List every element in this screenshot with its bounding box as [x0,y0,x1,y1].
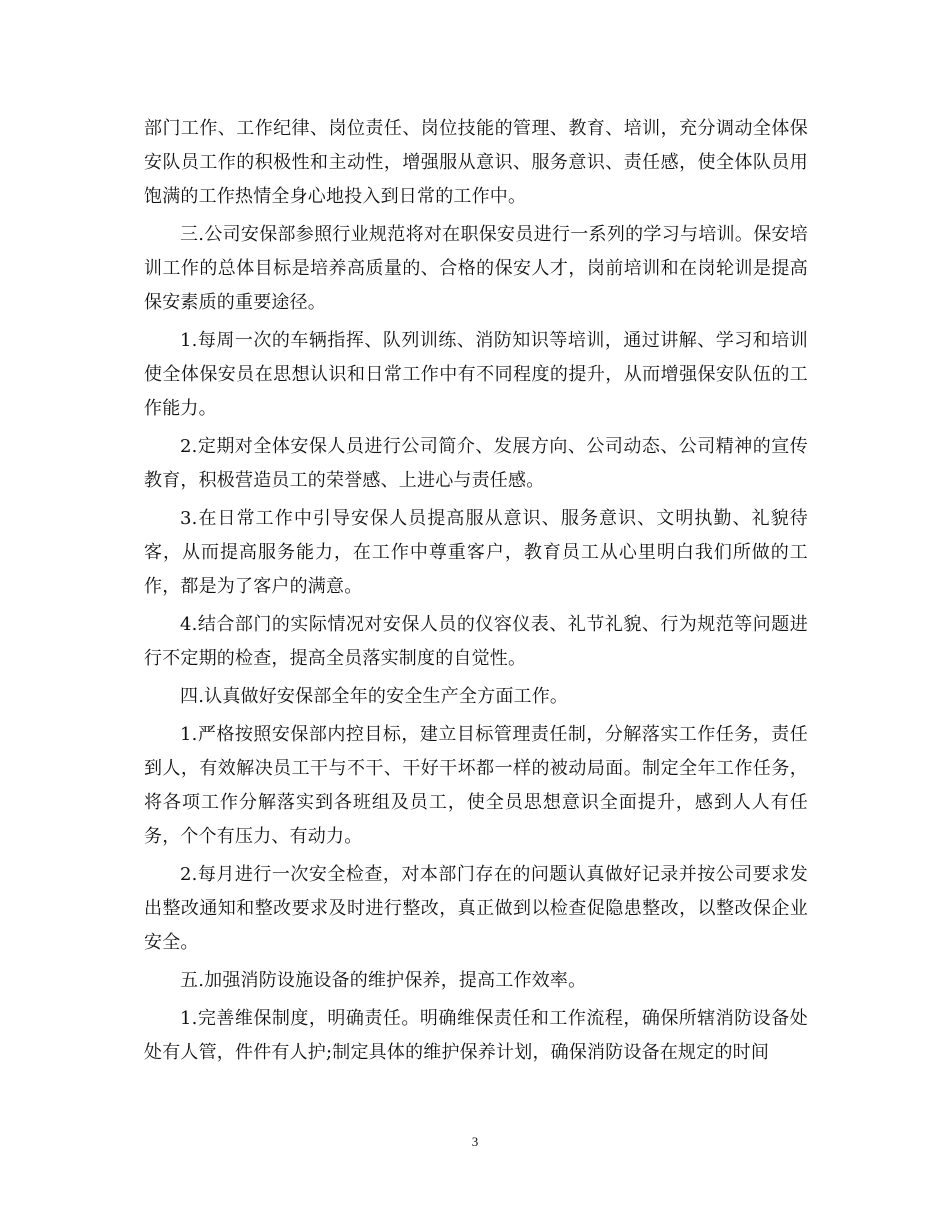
paragraph-section-four-item-1: 1.严格按照安保部内控目标，建立目标管理责任制，分解落实工作任务，责任到人，有效解决员工干与不干、干好干坏都一样的被动局面。制定全年工作任务，将各项工作分解落实到各班组及员工，使全员思想意识全面提升，感到人人有任务，个个有压力、有动力。 [144,724,808,847]
paragraph-section-four-item-2: 2.每月进行一次安全检查，对本部门存在的问题认真做好记录并按公司要求发出整改通知和整改要求及时进行整改，真正做到以检查促隐患整改，以整改保企业安全。 [144,864,808,953]
paragraph-item-2: 2.定期对全体安保人员进行公司简介、发展方向、公司动态、公司精神的宣传教育，积极营造员工的荣誉感、上进心与责任感。 [144,436,808,491]
document-body [144,112,808,1074]
paragraph-section-five: 五.加强消防设施设备的维护保养，提高工作效率。 [180,970,587,991]
paragraph-continuation: 部门工作、工作纪律、岗位责任、岗位技能的管理、教育、培训，充分调动全体保安队员工作的积极性和主动性，增强服从意识、服务意识、责任感，使全体队员用饱满的工作热情全身心地投入到日常的工作中。 [144,118,808,207]
paragraph-item-3: 3.在日常工作中引导安保人员提高服从意识、服务意识、文明执勤、礼貌待客，从而提高服务能力，在工作中尊重客户，教育员工从心里明白我们所做的工作，都是为了客户的满意。 [144,508,808,597]
page-number: 3 [471,1134,479,1149]
paragraph-section-four: 四.认真做好安保部全年的安全生产全方面工作。 [180,686,569,707]
paragraph-section-five-item-1: 1.完善维保制度，明确责任。明确维保责任和工作流程，确保所辖消防设备处处有人管，件件有人护;制定具体的维护保养计划，确保消防设备在规定的时间 [144,1008,808,1063]
paragraph-item-1: 1.每周一次的车辆指挥、队列训练、消防知识等培训，通过讲解、学习和培训使全体保安员在思想认识和日常工作中有不同程度的提升，从而增强保安队伍的工作能力。 [144,330,808,419]
paragraph-item-4: 4.结合部门的实际情况对安保人员的仪容仪表、礼节礼貌、行为规范等问题进行不定期的检查，提高全员落实制度的自觉性。 [144,614,808,669]
paragraph-section-three: 三.公司安保部参照行业规范将对在职保安员进行一系列的学习与培训。保安培训工作的总体目标是培养高质量的、合格的保安人才，岗前培训和在岗轮训是提高保安素质的重要途径。 [144,224,808,313]
